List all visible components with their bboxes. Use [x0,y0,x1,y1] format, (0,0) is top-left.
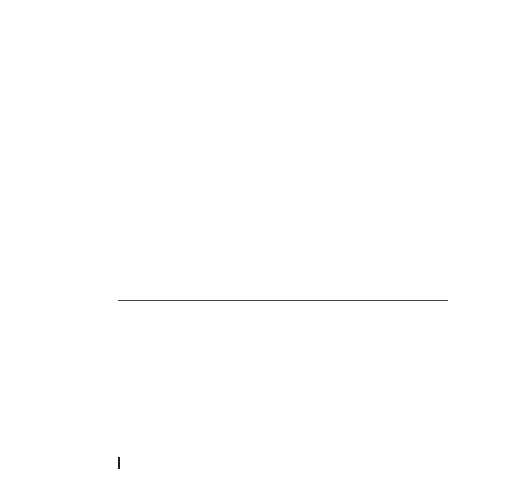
folio-rule [118,457,120,469]
page-footer [118,456,131,470]
footnotes [118,300,448,309]
